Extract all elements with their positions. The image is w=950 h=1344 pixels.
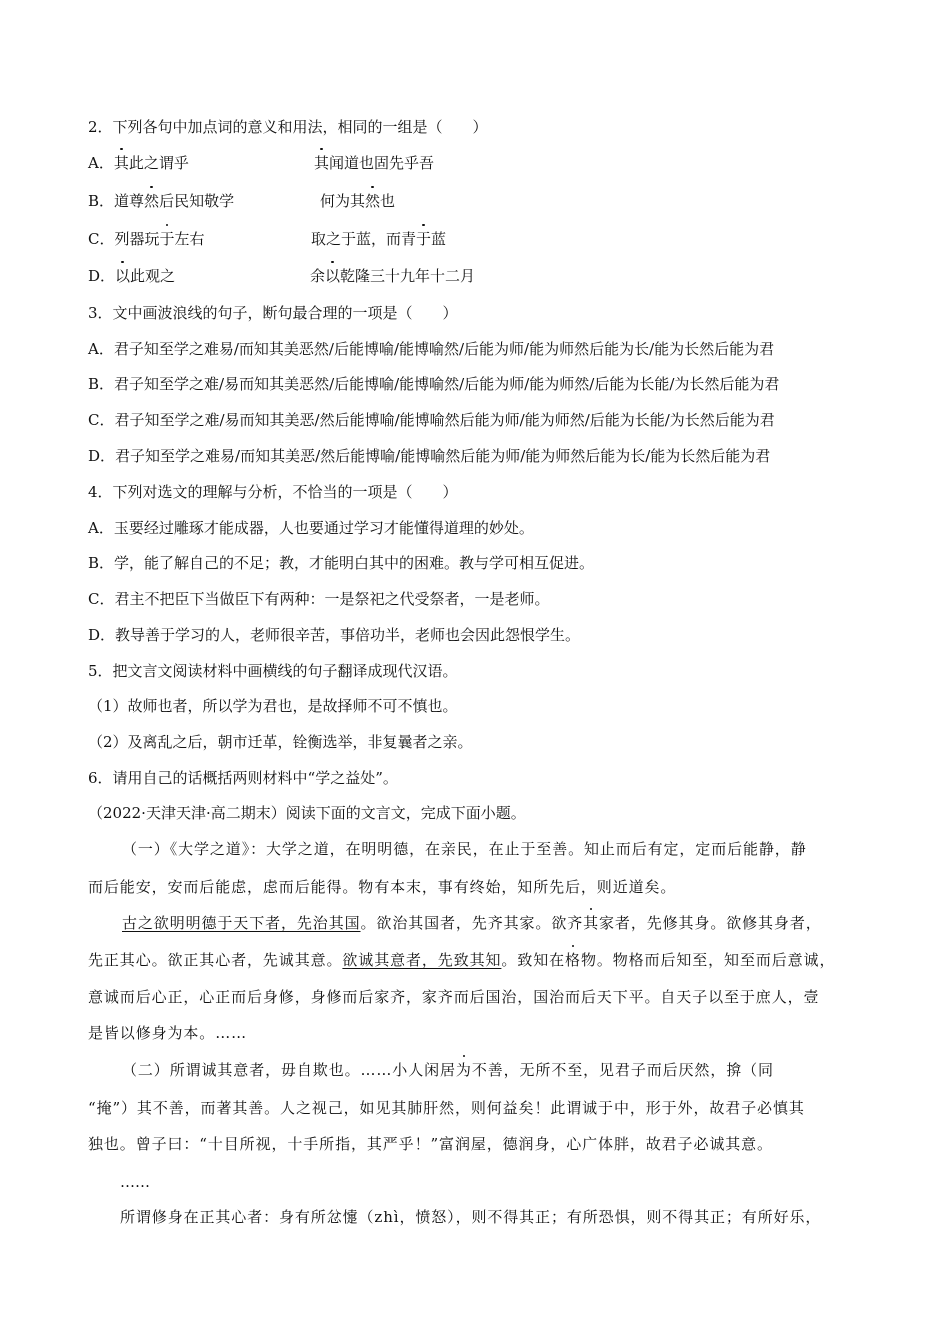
q2-option-c-compare: [311, 229, 446, 249]
question-2-stem: 2．下列各句中加点词的意义和用法，相同的一组是（ ）: [88, 118, 488, 136]
q4-option-b: B．学，能了解自己的不足；教，才能明白其中的困难。教与学可相互促进。: [88, 554, 595, 572]
option-text: 此之谓乎: [128, 154, 189, 172]
section-intro: （2022·天津天津·高二期末）阅读下面的文言文，完成下面小题。: [88, 804, 526, 822]
passage-p1-line2: 而后能安，安而后能虑，虑而后能得。物有本末，事有终始，知所先后，则近道矣。: [88, 878, 677, 896]
q4-option-c: C．君主不把臣下当做臣下有两种：一是祭祀之代受祭者，一是老师。: [88, 590, 550, 608]
passage-text: 物。物格而后知至，知至而后意诚，: [580, 951, 836, 969]
dotted-word: 其: [583, 914, 600, 932]
q3-option-a: A．君子知至学之难易/而知其美恶然/后能博喻/能博喻然/后能为师/能为师然后能为长/能为长然后能为君: [88, 340, 775, 358]
dotted-word: 以: [115, 267, 131, 285]
question-6-stem: 6．请用自己的话概括两则材料中“学之益处”。: [88, 769, 398, 787]
option-text: 闻道也固先乎吾: [329, 154, 435, 172]
option-text: 此观之: [130, 267, 176, 285]
passage-p3-line3: 独也。曾子曰：“十目所视，十手所指，其严乎！”富润屋，德润身，心广体胖，故君子必诚其意。: [88, 1135, 773, 1153]
dotted-word: 为: [455, 1061, 472, 1079]
passage-text: 。致知在: [501, 951, 566, 969]
option-text: 列器玩: [114, 230, 160, 248]
option-text: 左右: [174, 230, 205, 248]
q2-option-d-compare: [310, 266, 475, 286]
question-4-stem: 4．下列对选文的理解与分析，不恰当的一项是（ ）: [88, 483, 458, 501]
dotted-word: 其: [113, 154, 129, 172]
question-3-stem: 3．文中画波浪线的句子，断句最合理的一项是（ ）: [88, 304, 458, 322]
passage-p2-line1: [122, 913, 822, 933]
passage-text: 不善，无所不至，见君子而后厌然，揜（同: [471, 1061, 774, 1079]
q3-option-b: B．君子知至学之难/易而知其美恶然/后能博喻/能博喻然/后能为师/能为师然/后能为长能/为长然后能为君: [88, 375, 780, 393]
option-text: 余: [310, 267, 326, 285]
passage-p2-line4: 是皆以修身为本。……: [88, 1024, 248, 1042]
option-text: 取之于蓝，而青: [311, 230, 417, 248]
option-label: B．: [88, 192, 115, 210]
passage-p3-line1: [122, 1060, 774, 1080]
underlined-sentence: 欲诚其意者，先致其知: [342, 951, 502, 969]
option-label: A．: [88, 154, 114, 172]
q4-option-d: D．教导善于学习的人，老师很辛苦，事倍功半，老师也会因此怨恨学生。: [88, 626, 581, 644]
q2-option-a-compare: [314, 153, 434, 173]
passage-p2-line3: 意诚而后心正，心正而后身修，身修而后家齐，家齐而后国治，国治而后天下平。自天子以至于庶人，壹: [88, 988, 820, 1006]
question-5-stem: 5．把文言文阅读材料中画横线的句子翻译成现代汉语。: [88, 662, 458, 680]
passage-p4-line1: 所谓修身在正其心者：身有所忿懥（zhì，愤怒），则不得其正；有所恐惧，则不得其正；有所好乐，: [120, 1208, 822, 1226]
passage-ellipsis: ……: [120, 1173, 150, 1191]
q2-option-d: [88, 266, 476, 286]
option-label: C．: [88, 230, 115, 248]
passage-text: 先正其心。欲正其心者，先诚其意。: [88, 951, 343, 969]
q3-option-c: C．君子知至学之难/易而知其美恶/然后能博喻/能博喻然后能为师/能为师然/后能为长能/为长然后能为君: [88, 411, 775, 429]
dotted-word: 以: [325, 267, 341, 285]
dotted-word: 格: [565, 951, 581, 969]
q2-option-a: [88, 153, 435, 173]
option-text: 乾隆三十九年十二月: [340, 267, 476, 285]
dotted-word: 然: [144, 192, 160, 210]
dotted-word: 其: [314, 154, 330, 172]
q4-option-a: A．玉要经过雕琢才能成器，人也要通过学习才能懂得道理的妙处。: [88, 519, 534, 537]
option-label: D．: [88, 267, 116, 285]
passage-text: 家者，先修其身。欲修其身者，: [599, 914, 822, 932]
passage-p3-line2: “掩”）其不善，而著其善。人之视己，如见其肺肝然，则何益矣！此谓诚于中，形于外，故君子必慎其: [88, 1099, 805, 1117]
option-text: 蓝: [431, 230, 447, 248]
option-text: 也: [380, 192, 396, 210]
q3-option-d: D．君子知至学之难易/而知其美恶/然后能博喻/能博喻然后能为师/能为师然后能为长/能为长然后能为君: [88, 447, 771, 465]
q2-option-b: [88, 191, 396, 211]
q5-item-1: （1）故师也者，所以学为君也，是故择师不可不慎也。: [88, 697, 458, 715]
dotted-word: 然: [365, 192, 381, 210]
passage-text: （二）所谓诚其意者，毋自欺也。……小人闲居: [122, 1061, 456, 1079]
dotted-word: 于: [159, 230, 175, 248]
underlined-sentence: 古之欲明明德于天下者，先治其国: [122, 914, 361, 932]
dotted-word: 于: [416, 230, 432, 248]
q5-item-2: （2）及离乱之后，朝市迁革，铨衡选举，非复曩者之亲。: [88, 733, 473, 751]
option-text: 何为其: [320, 192, 366, 210]
option-text: 道尊: [114, 192, 145, 210]
passage-p2-line2: [88, 950, 835, 970]
passage-p1-line1: （一）《大学之道》：大学之道，在明明德，在亲民，在止于至善。知止而后有定，定而后能静，静: [122, 840, 807, 858]
option-text: 后民知敬学: [159, 192, 235, 210]
passage-text: 。欲治其国者，先齐其家。欲齐: [360, 914, 584, 932]
q2-option-b-compare: [320, 191, 395, 211]
q2-option-c: [88, 229, 447, 249]
